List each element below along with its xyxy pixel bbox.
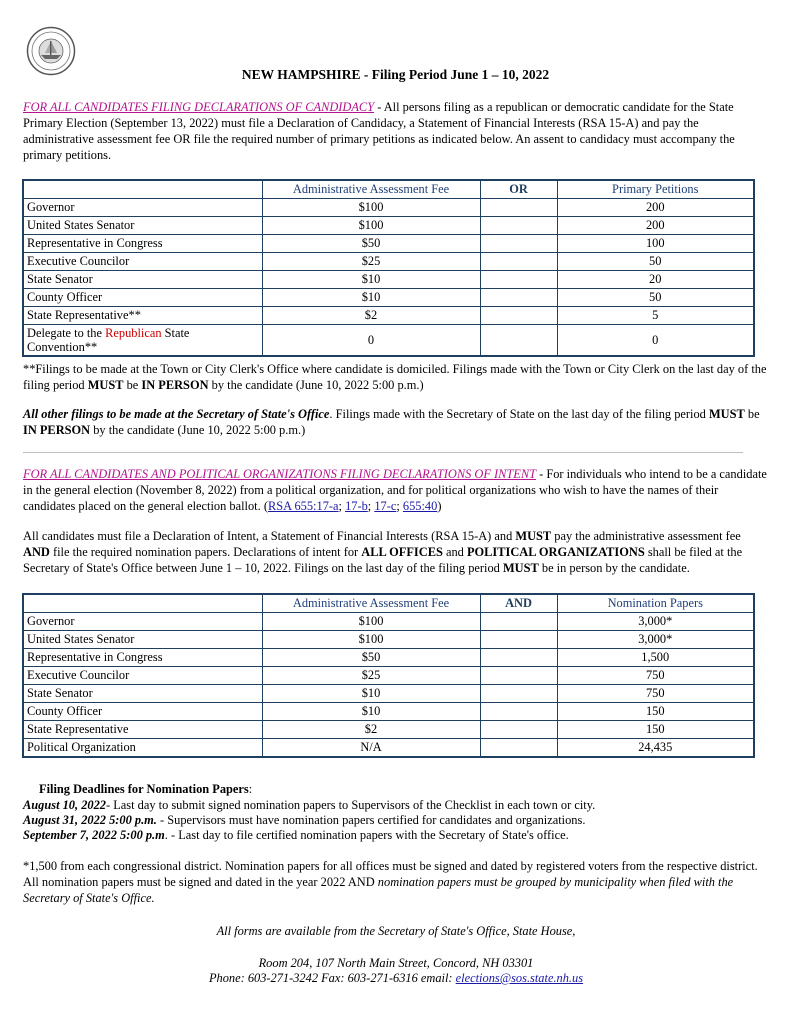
separator: ;: [367, 499, 375, 513]
fee-cell: $10: [262, 271, 480, 289]
table-row: [23, 235, 754, 253]
office-cell: Executive Councilor: [23, 253, 262, 271]
empty-cell: [480, 325, 557, 357]
deadline-date: August 31, 2022 5:00 p.m.: [23, 813, 157, 827]
colon: :: [248, 782, 253, 796]
papers-cell: 750: [557, 685, 754, 703]
req-text: and: [442, 545, 467, 559]
other-filings-text: All other filings to be made at the Secretary of State's Office: [23, 407, 330, 421]
office-cell: Representative in Congress: [23, 649, 262, 667]
deadline-text: . - Last day to file certified nomination papers with the Secretary of State's office.: [164, 828, 569, 842]
table-row: [23, 325, 754, 357]
fee-cell: $10: [262, 703, 480, 721]
footer-contact: [23, 970, 769, 986]
req-text: pay the administrative assessment fee: [551, 529, 741, 543]
note-text: **Filings to be made at the Town or City Clerk's Office where candidate is domiciled. Filings made with the Town or City Clerk on the last day of the filing period: [23, 362, 767, 392]
table-row: [23, 721, 754, 739]
rsa-655-40-link[interactable]: 655:40: [402, 499, 438, 513]
footer-address: Room 204, 107 North Main Street, Concord, NH 03301: [258, 956, 534, 970]
req-text: be in person by the candidate.: [538, 561, 690, 575]
and-text: AND: [23, 545, 50, 559]
note-text: . Filings made with the Secretary of State on the last day of the filing period: [329, 407, 709, 421]
table-header-fee: Administrative Assessment Fee: [262, 594, 480, 613]
table-header-papers: Nomination Papers: [557, 594, 754, 613]
deadline-item: [23, 812, 769, 828]
email-link[interactable]: elections@sos.state.nh.us: [455, 971, 584, 985]
table-row: [23, 739, 754, 758]
deadline-date: August 10, 2022: [23, 798, 106, 812]
petitions-cell: 200: [557, 199, 754, 217]
page-title: NEW HAMPSHIRE - Filing Period June 1 – 10, 2022: [241, 67, 550, 82]
candidacy-paragraph: [23, 99, 769, 163]
intent-heading: FOR ALL CANDIDATES AND POLITICAL ORGANIZATIONS FILING DECLARATIONS OF INTENT: [23, 467, 536, 481]
empty-cell: [480, 721, 557, 739]
candidacy-heading: FOR ALL CANDIDATES FILING DECLARATIONS OF CANDIDACY: [23, 100, 375, 114]
fee-cell: $2: [262, 721, 480, 739]
table-header-or: OR: [480, 180, 557, 199]
table-header-row: [23, 594, 754, 613]
office-cell: Governor: [23, 613, 262, 631]
table-row: [23, 217, 754, 235]
in-person-text: IN PERSON: [141, 378, 209, 392]
fee-cell: $25: [262, 667, 480, 685]
papers-cell: 1,500: [557, 649, 754, 667]
deadlines-heading: [39, 781, 769, 797]
in-person-text: IN PERSON: [23, 423, 91, 437]
footnote: [23, 858, 769, 906]
republican-party-text: Republican: [105, 326, 162, 340]
req-text: All candidates must file a Declaration of Intent, a Statement of Financial Interests (RSA 15-A) and: [23, 529, 516, 543]
office-cell: County Officer: [23, 289, 262, 307]
table-row: [23, 199, 754, 217]
nomination-papers-text: nomination papers: [135, 545, 228, 559]
petitions-cell: 5: [557, 307, 754, 325]
fee-cell: $10: [262, 685, 480, 703]
papers-cell: 24,435: [557, 739, 754, 758]
must-text: MUST: [515, 529, 552, 543]
intent-fee-table: [22, 593, 755, 758]
all-offices-text: ALL OFFICES: [361, 545, 443, 559]
petitions-cell: 50: [557, 253, 754, 271]
empty-cell: [480, 685, 557, 703]
table-header-blank: [23, 180, 262, 199]
delegate-pre: Delegate to the: [27, 326, 106, 340]
office-cell: United States Senator: [23, 217, 262, 235]
office-cell: Representative in Congress: [23, 235, 262, 253]
table-row: [23, 613, 754, 631]
candidacy-fee-table: [22, 179, 755, 357]
petitions-cell: 100: [557, 235, 754, 253]
office-cell: Governor: [23, 199, 262, 217]
req-text: file the required: [49, 545, 136, 559]
empty-cell: [480, 217, 557, 235]
empty-cell: [480, 235, 557, 253]
rsa-17b-link[interactable]: 17-b: [345, 499, 368, 513]
table-row: [23, 253, 754, 271]
political-organizations-text: POLITICAL ORGANIZATIONS: [466, 545, 645, 559]
fee-cell: $50: [262, 235, 480, 253]
papers-cell: 150: [557, 703, 754, 721]
note-text: be: [744, 407, 760, 421]
table-row: [23, 307, 754, 325]
papers-cell: 750: [557, 667, 754, 685]
office-cell: Political Organization: [23, 739, 262, 758]
close-paren: ): [437, 499, 442, 513]
delegate-post: State Convention**: [27, 326, 190, 354]
fee-cell: $100: [262, 217, 480, 235]
fee-cell: $2: [262, 307, 480, 325]
fee-cell: 0: [262, 325, 480, 357]
fee-cell: $100: [262, 199, 480, 217]
deadline-text: - Last day to submit signed nomination papers to Supervisors of the Checklist in each town or city.: [105, 798, 596, 812]
empty-cell: [480, 667, 557, 685]
rsa-17c-link[interactable]: 17-c: [374, 499, 397, 513]
fee-cell: $100: [262, 631, 480, 649]
note-text: be: [123, 378, 142, 392]
note-text: by the candidate (June 10, 2022 5:00 p.m.): [90, 423, 306, 437]
note-text: by the candidate (June 10, 2022 5:00 p.m.): [208, 378, 424, 392]
empty-cell: [480, 649, 557, 667]
rsa-655-17a-link[interactable]: RSA 655:17-a: [267, 499, 339, 513]
must-text: MUST: [502, 561, 539, 575]
office-cell: State Representative**: [23, 307, 262, 325]
table-row: [23, 289, 754, 307]
intent-requirements-paragraph: [23, 528, 769, 576]
table-header-row: [23, 180, 754, 199]
empty-cell: [480, 307, 557, 325]
empty-cell: [480, 289, 557, 307]
separator: ;: [338, 499, 346, 513]
table-row: [23, 649, 754, 667]
table-header-blank: [23, 594, 262, 613]
table-row: [23, 685, 754, 703]
table-row: [23, 271, 754, 289]
must-text: MUST: [87, 378, 124, 392]
req-text: shall be filed at the Secretary of State's Office between June 1 – 10, 2022. Filings on the last day of the filing period: [23, 545, 743, 575]
empty-cell: [480, 739, 557, 758]
empty-cell: [480, 199, 557, 217]
office-cell: United States Senator: [23, 631, 262, 649]
papers-cell: 3,000*: [557, 631, 754, 649]
petitions-cell: 20: [557, 271, 754, 289]
petitions-cell: 50: [557, 289, 754, 307]
empty-cell: [480, 703, 557, 721]
empty-cell: [480, 613, 557, 631]
office-cell: State Representative: [23, 721, 262, 739]
deadline-date: September 7, 2022 5:00 p.m: [23, 828, 165, 842]
footer-phone-fax: Phone: 603-271-3242 Fax: 603-271-6316 email:: [208, 971, 456, 985]
separator: ;: [396, 499, 403, 513]
office-cell: State Senator: [23, 271, 262, 289]
table-row: [23, 631, 754, 649]
table-row: [23, 667, 754, 685]
fee-cell: $100: [262, 613, 480, 631]
deadline-item: [23, 827, 769, 843]
empty-cell: [480, 271, 557, 289]
divider: [23, 452, 743, 453]
office-cell: County Officer: [23, 703, 262, 721]
papers-cell: 150: [557, 721, 754, 739]
empty-cell: [480, 253, 557, 271]
fee-cell: $10: [262, 289, 480, 307]
fee-cell: $25: [262, 253, 480, 271]
deadline-text: - Supervisors must have nomination papers certified for candidates and organizations.: [156, 813, 586, 827]
empty-cell: [480, 631, 557, 649]
fee-cell: N/A: [262, 739, 480, 758]
petitions-cell: 200: [557, 217, 754, 235]
office-cell: State Senator: [23, 685, 262, 703]
secretary-filing-note: [23, 406, 769, 438]
office-cell: Executive Councilor: [23, 667, 262, 685]
office-cell: [23, 325, 262, 357]
candidacy-text: - All persons filing as a republican or democratic candidate for the State Primary Election (September 13, 2022) must file a Declaration of Candidacy, a Statement of Financial Interests (RSA 15-A) and pay the administrative assessment fee OR file the required number of primary petitions as indicated below. An assent to candidacy must accompany the primary petitions.: [23, 100, 735, 162]
papers-cell: 3,000*: [557, 613, 754, 631]
intent-text: - For individuals who intend to be a candidate in the general election (November 8, 2022) from a political organization, and for political organizations who wish to have the names of their candidates placed on the general election ballot. (: [23, 467, 767, 513]
intent-paragraph: [23, 466, 769, 514]
table-header-petitions: Primary Petitions: [557, 180, 754, 199]
deadlines-heading-text: Filing Deadlines for Nomination Papers: [39, 782, 249, 796]
table-header-and: AND: [480, 594, 557, 613]
must-text: MUST: [708, 407, 745, 421]
fee-cell: $50: [262, 649, 480, 667]
req-text: . Declarations of intent for: [227, 545, 362, 559]
deadline-item: [23, 797, 769, 813]
table-header-fee: Administrative Assessment Fee: [262, 180, 480, 199]
table-row: [23, 703, 754, 721]
local-filing-note: [23, 361, 769, 393]
footnote-italic-text: nomination papers must be grouped by municipality when filed with the Secretary of State's Office.: [23, 875, 734, 905]
footer-line-1: All forms are available from the Secretary of State's Office, State House,: [216, 924, 576, 938]
footnote-text: *1,500 from each congressional district. Nomination papers for all offices must be signed and dated by registered voters from the respective district. All nomination papers must be signed and dated in the year 2022 AND: [23, 859, 758, 889]
petitions-cell: 0: [557, 325, 754, 357]
